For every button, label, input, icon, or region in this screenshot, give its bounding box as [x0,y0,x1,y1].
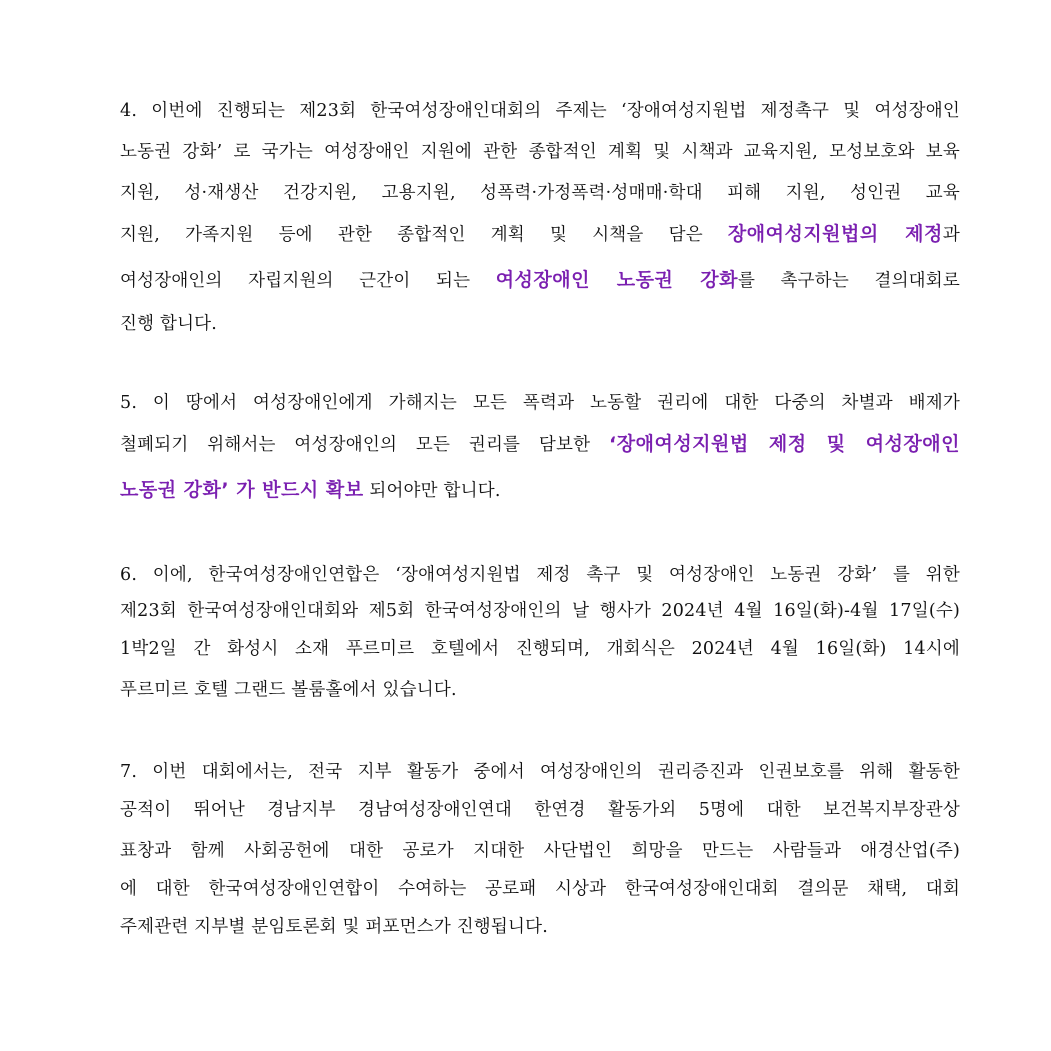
text-run: 주제관련 지부별 분임토론회 및 퍼포먼스가 진행됩니다. [120,917,548,937]
paragraph-line [120,839,960,863]
paragraph-line [120,563,960,587]
paragraph-line [120,760,960,784]
paragraph-line [120,432,960,457]
highlighted-text: 여성장애인 노동권 강화 [495,269,738,291]
paragraph-line [120,915,960,939]
text-run: 지원, 성·재생산 건강지원, 고용지원, 성폭력·가정폭력·성매매·학대 피해 지원, 성인권 교육 [120,183,960,203]
text-run: 여성장애인의 자립지원의 근간이 되는 [120,271,496,291]
text-run: 6. 이에, 한국여성장애인연합은 ‘장애여성지원법 제정 촉구 및 여성장애인 노동권 강화’ 를 위한 [120,565,960,585]
text-run: 1박2일 간 화성시 소재 푸르미르 호텔에서 진행되며, 개회식은 2024년 4월 16일(화) 14시에 [120,639,960,659]
paragraph-line [120,222,960,247]
paragraph-line [120,391,960,415]
paragraph-line [120,268,960,293]
paragraph-line [120,798,960,822]
text-run: 공적이 뛰어난 경남지부 경남여성장애인연대 한연경 활동가외 5명에 대한 보건복지부장관상 [120,800,960,820]
text-run: 5. 이 땅에서 여성장애인에게 가해지는 모든 폭력과 노동할 권리에 대한 다중의 차별과 배제가 [120,393,960,413]
text-run: 7. 이번 대회에서는, 전국 지부 활동가 중에서 여성장애인의 권리증진과 인권보호를 위해 활동한 [120,762,960,782]
paragraph-line [120,99,960,123]
highlighted-text: 장애여성지원법의 제정 [727,223,943,245]
text-run: 를 촉구하는 결의대회로 [737,271,960,291]
text-run: 4. 이번에 진행되는 제23회 한국여성장애인대회의 주제는 ‘장애여성지원법 제정촉구 및 여성장애인 [120,101,960,121]
text-run: 노동권 강화’ 로 국가는 여성장애인 지원에 관한 종합적인 계획 및 시책과 교육지원, 모성보호와 보육 [120,142,960,162]
paragraph-line [120,678,960,702]
text-run: 푸르미르 호텔 그랜드 볼룸홀에서 있습니다. [120,680,457,700]
text-run: 에 대한 한국여성장애인연합이 수여하는 공로패 시상과 한국여성장애인대회 결의문 채택, 대회 [120,879,960,899]
paragraph-line [120,877,960,901]
text-run: 표창과 함께 사회공헌에 대한 공로가 지대한 사단법인 희망을 만드는 사람들과 애경산업(주) [120,841,960,861]
text-run: 과 [942,225,961,245]
text-run: 제23회 한국여성장애인대회와 제5회 한국여성장애인의 날 행사가 2024년 4월 16일(화)-4월 17일(수) [120,601,960,621]
paragraph-line [120,181,960,205]
text-run: 되어야만 합니다. [363,481,501,501]
paragraph-line [120,140,960,164]
paragraph-line [120,478,960,503]
paragraph-line [120,637,960,661]
paragraph-line [120,312,960,336]
highlighted-text: ‘장애여성지원법 제정 및 여성장애인 [609,433,960,455]
paragraph-line [120,599,960,623]
text-run: 철폐되기 위해서는 여성장애인의 모든 권리를 담보한 [120,435,610,455]
text-run: 지원, 가족지원 등에 관한 종합적인 계획 및 시책을 담은 [120,225,728,245]
highlighted-text: 노동권 강화’ 가 반드시 확보 [120,479,364,501]
text-run: 진행 합니다. [120,314,218,334]
